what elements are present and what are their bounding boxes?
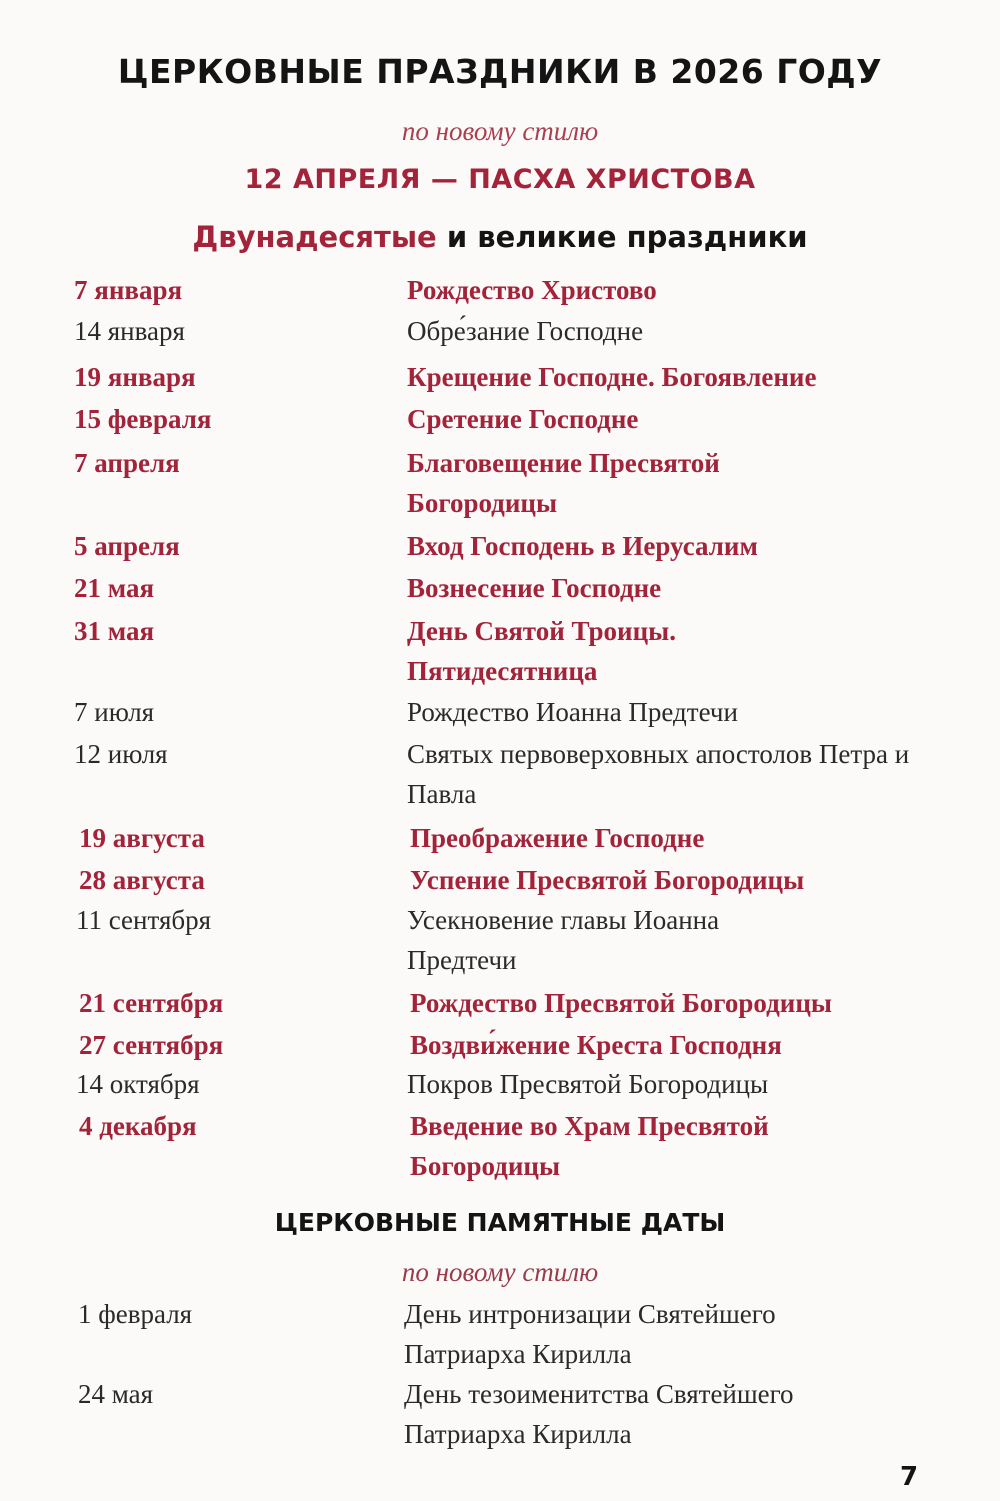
memorial-name: День интронизации Святейшего Патриарха Кирилла [404, 1299, 776, 1369]
feast-date: 14 октября [76, 1069, 200, 1099]
feast-name: Крещение Господне. Богоявление [407, 362, 817, 392]
feast-date: 28 августа [79, 865, 205, 895]
feast-name: Усекновение главы Иоанна Предтечи [407, 905, 720, 975]
memorial-date: 24 мая [78, 1379, 154, 1409]
memorial-heading: ЦЕРКОВНЫЕ ПАМЯТНЫЕ ДАТЫ [274, 1208, 726, 1237]
feast-date: 4 декабря [79, 1111, 197, 1141]
feast-date: 21 мая [74, 573, 155, 603]
feast-date: 21 сентября [79, 988, 224, 1018]
easter-date: 12 АПРЕЛЯ — ПАСХА ХРИСТОВА [244, 164, 756, 195]
feast-date: 7 июля [74, 697, 155, 727]
feast-date: 14 января [74, 316, 185, 346]
feast-date: 5 апреля [74, 531, 180, 561]
feast-name: Рождество Христово [407, 275, 657, 305]
feasts-heading-great: и великие праздники [436, 220, 808, 254]
feast-name: Обре́зание Господне [407, 316, 644, 346]
feast-name: Введение во Храм Пресвятой Богородицы [410, 1111, 769, 1181]
feast-date: 27 сентября [79, 1030, 224, 1060]
feast-date: 31 мая [74, 616, 155, 646]
feast-name: День Святой Троицы. Пятидесятница [407, 616, 676, 686]
calendar-style-note: по новому стилю [401, 116, 599, 146]
feast-name: Воздви́жение Креста Господня [410, 1030, 782, 1060]
feasts-heading-twelve: Двунадесятые [192, 220, 437, 254]
memorial-name: День тезоименитства Святейшего Патриарха Кирилла [404, 1379, 794, 1449]
feast-date: 15 февраля [74, 404, 212, 434]
feast-date: 11 сентября [76, 905, 212, 935]
page-number: 7 [900, 1462, 919, 1492]
feast-name: Рождество Иоанна Предтечи [407, 697, 738, 727]
feast-name: Святых первоверховных апостолов Петра и Павла [407, 739, 910, 809]
feast-name: Вход Господень в Иерусалим [407, 531, 758, 561]
page-title: ЦЕРКОВНЫЕ ПРАЗДНИКИ В 2026 ГОДУ [117, 52, 883, 91]
feast-name: Вознесение Господне [407, 573, 662, 603]
feast-name: Рождество Пресвятой Богородицы [410, 988, 832, 1018]
feasts-heading [0, 220, 1000, 254]
feast-name: Преображение Господне [410, 823, 705, 853]
feast-name: Сретение Господне [407, 404, 639, 434]
feast-name: Успение Пресвятой Богородицы [410, 865, 805, 895]
feast-name: Благовещение Пресвятой Богородицы [407, 448, 720, 518]
feast-date: 12 июля [74, 739, 168, 769]
feast-date: 19 августа [79, 823, 205, 853]
memorial-date: 1 февраля [78, 1299, 193, 1329]
feast-name: Покров Пресвятой Богородицы [407, 1069, 769, 1099]
feast-date: 7 апреля [74, 448, 180, 478]
memorial-style-note: по новому стилю [401, 1257, 599, 1287]
feast-date: 19 января [74, 362, 196, 392]
feast-date: 7 января [74, 275, 183, 305]
